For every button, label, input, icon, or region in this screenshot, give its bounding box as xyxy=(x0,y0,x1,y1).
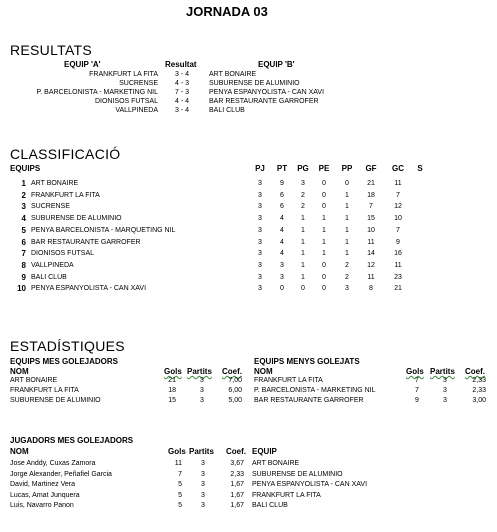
menys-team-name: P. BARCELONISTA - MARKETING NIL xyxy=(254,387,376,394)
match-team-b: BALI CLUB xyxy=(209,107,245,114)
standing-team: ART BONAIRE xyxy=(31,180,79,187)
player-partits: 3 xyxy=(201,470,205,478)
standing-value: 1 xyxy=(322,226,326,234)
standing-team: SUBURENSE DE ALUMINIO xyxy=(31,215,122,223)
jugadors-col-equip: EQUIP xyxy=(252,447,277,456)
standing-team: FRANKFURT LA FITA xyxy=(31,191,100,199)
standing-value: 1 xyxy=(301,261,305,269)
standing-value: 21 xyxy=(367,180,375,187)
standing-value: 3 xyxy=(258,226,262,234)
standing-value: 1 xyxy=(301,226,305,234)
mes-team-partits: 3 xyxy=(200,397,204,404)
player-name: Luis, Navarro Panon xyxy=(10,502,74,510)
player-coef: 3,67 xyxy=(230,460,244,467)
standing-value: 3 xyxy=(345,285,349,293)
standing-value: 2 xyxy=(345,261,349,269)
classificacio-col-pe: PE xyxy=(318,164,330,173)
standing-value: 1 xyxy=(345,226,349,234)
match-team-b: PENYA ESPANYOLISTA - CAN XAVI xyxy=(209,89,325,96)
standing-value: 1 xyxy=(345,203,349,211)
standing-value: 3 xyxy=(258,191,262,199)
mes-team-gols: 21 xyxy=(168,377,176,384)
standing-value: 3 xyxy=(258,238,262,246)
standing-value: 12 xyxy=(394,203,402,211)
standing-value: 0 xyxy=(301,285,305,293)
standing-value: 3 xyxy=(280,273,284,281)
standing-value: 3 xyxy=(280,261,284,269)
standing-value: 1 xyxy=(301,215,305,223)
resultats-col-a: EQUIP 'A' xyxy=(64,60,101,69)
menys-team-gols: 7 xyxy=(415,387,419,394)
match-result: 7 - 3 xyxy=(175,89,190,96)
standing-position: 4 xyxy=(21,214,26,224)
standing-value: 4 xyxy=(280,215,284,223)
standing-value: 21 xyxy=(394,285,402,293)
player-name: Jose Anddy, Cuxas Zamora xyxy=(10,460,96,467)
standing-value: 6 xyxy=(280,191,284,199)
mes-col-coef: Coef. xyxy=(222,367,242,376)
player-name: Lucas, Amat Junquera xyxy=(10,491,80,499)
menys-col-gols: Gols xyxy=(406,367,424,376)
standing-value: 7 xyxy=(396,191,400,199)
standing-value: 8 xyxy=(369,285,373,293)
standing-value: 10 xyxy=(367,226,375,234)
standing-value: 0 xyxy=(322,180,326,187)
classificacio-col-gf: GF xyxy=(365,164,377,173)
player-gols: 7 xyxy=(178,470,182,478)
menys-team-name: FRANKFURT LA FITA xyxy=(254,377,323,384)
mes-golejadors-heading: EQUIPS MES GOLEJADORS xyxy=(10,357,119,366)
standing-value: 0 xyxy=(322,191,326,199)
match-team-b: SUBURENSE DE ALUMINIO xyxy=(209,80,300,87)
standing-value: 7 xyxy=(369,203,373,211)
mes-team-partits: 3 xyxy=(200,377,204,384)
mes-team-partits: 3 xyxy=(200,387,204,394)
menys-team-name: BAR RESTAURANTE GARROFER xyxy=(254,397,364,404)
standing-position: 2 xyxy=(21,190,26,200)
standing-value: 16 xyxy=(394,250,402,258)
menys-team-partits: 3 xyxy=(443,397,447,404)
standing-value: 23 xyxy=(394,273,402,281)
standing-value: 1 xyxy=(322,238,326,246)
standing-position: 5 xyxy=(21,225,26,235)
standing-value: 11 xyxy=(367,238,375,246)
player-partits: 3 xyxy=(201,491,205,499)
match-team-a: DIONISOS FUTSAL xyxy=(94,98,158,105)
classificacio-col-equips: EQUIPS xyxy=(10,164,41,173)
standing-value: 4 xyxy=(280,250,284,258)
jugadors-heading: JUGADORS MES GOLEJADORS xyxy=(10,436,134,445)
player-partits: 3 xyxy=(201,481,205,489)
mes-team-coef: 6,00 xyxy=(228,387,242,394)
player-name: Jorge Alexander, Peñafiel Garcia xyxy=(10,470,112,478)
player-gols: 5 xyxy=(178,481,182,489)
standing-position: 3 xyxy=(21,202,26,212)
standing-team: PENYA ESPANYOLISTA - CAN XAVI xyxy=(31,285,147,293)
menys-team-gols: 9 xyxy=(415,397,419,404)
standing-value: 14 xyxy=(367,250,375,258)
mes-team-name: FRANKFURT LA FITA xyxy=(10,387,79,394)
player-coef: 1,67 xyxy=(230,491,244,499)
mes-col-partits: Partits xyxy=(187,367,212,376)
jugadors-col-coef: Coef. xyxy=(226,447,246,456)
standing-value: 1 xyxy=(345,215,349,223)
classificacio-col-s: S xyxy=(417,164,423,173)
standing-value: 3 xyxy=(258,285,262,293)
classificacio-col-pt: PT xyxy=(276,164,288,173)
standing-value: 1 xyxy=(345,238,349,246)
standing-value: 1 xyxy=(322,250,326,258)
standing-value: 3 xyxy=(301,180,305,187)
menys-team-gols: 7 xyxy=(415,377,419,384)
resultats-heading: RESULTATS xyxy=(10,42,93,58)
standing-team: SUCRENSE xyxy=(31,203,70,211)
standing-value: 1 xyxy=(301,250,305,258)
classificacio-col-pj: PJ xyxy=(255,164,265,173)
standing-value: 3 xyxy=(258,250,262,258)
player-coef: 1,67 xyxy=(230,481,244,489)
menys-col-partits: Partits xyxy=(430,367,455,376)
match-team-b: BAR RESTAURANTE GARROFER xyxy=(209,98,319,105)
standing-value: 3 xyxy=(258,215,262,223)
standing-value: 2 xyxy=(301,191,305,199)
standing-value: 2 xyxy=(345,273,349,281)
match-team-a: FRANKFURT LA FITA xyxy=(89,71,158,78)
standing-value: 0 xyxy=(322,273,326,281)
standing-team: PENYA BARCELONISTA - MARQUETING NIL xyxy=(31,226,176,234)
standing-value: 12 xyxy=(367,261,375,269)
standing-team: BALI CLUB xyxy=(31,273,67,281)
player-gols: 5 xyxy=(178,491,182,499)
player-coef: 2,33 xyxy=(230,470,244,478)
page-title: JORNADA 03 xyxy=(186,4,268,19)
standing-value: 3 xyxy=(258,261,262,269)
standing-value: 11 xyxy=(394,261,402,269)
standing-position: 8 xyxy=(21,260,26,270)
classificacio-col-pp: PP xyxy=(341,164,353,173)
player-equip: ART BONAIRE xyxy=(252,460,300,467)
standing-value: 0 xyxy=(322,203,326,211)
standing-value: 15 xyxy=(367,215,375,223)
player-equip: SUBURENSE DE ALUMINIO xyxy=(252,470,343,478)
standing-value: 1 xyxy=(345,250,349,258)
standing-value: 1 xyxy=(345,191,349,199)
standing-value: 1 xyxy=(301,238,305,246)
jugadors-col-partits: Partits xyxy=(189,447,214,456)
standing-value: 0 xyxy=(322,285,326,293)
standing-value: 1 xyxy=(322,215,326,223)
match-team-a: VALLPINEDA xyxy=(115,107,158,114)
menys-team-coef: 2,33 xyxy=(472,377,486,384)
estadistiques-heading: ESTADÍSTIQUES xyxy=(10,338,125,354)
standing-position: 10 xyxy=(17,284,26,294)
menys-col-coef: Coef. xyxy=(465,367,485,376)
player-equip: PENYA ESPANYOLISTA - CAN XAVI xyxy=(252,481,368,489)
player-gols: 5 xyxy=(178,502,182,510)
standing-position: 9 xyxy=(21,272,26,282)
player-gols: 11 xyxy=(174,460,182,467)
mes-team-coef: 7,00 xyxy=(228,377,242,384)
standing-value: 0 xyxy=(345,180,349,187)
player-name: David, Martinez Vera xyxy=(10,481,75,489)
standing-value: 6 xyxy=(280,203,284,211)
player-equip: BALI CLUB xyxy=(252,502,288,510)
standing-team: BAR RESTAURANTE GARROFER xyxy=(31,238,141,246)
classificacio-col-pg: PG xyxy=(297,164,309,173)
mes-team-gols: 15 xyxy=(168,397,176,404)
mes-team-coef: 5,00 xyxy=(228,397,242,404)
player-partits: 3 xyxy=(201,460,205,467)
mes-team-name: ART BONAIRE xyxy=(10,377,58,384)
match-team-b: ART BONAIRE xyxy=(209,71,257,78)
menys-team-partits: 3 xyxy=(443,387,447,394)
standing-value: 1 xyxy=(301,273,305,281)
standing-value: 3 xyxy=(258,273,262,281)
menys-golejats-heading: EQUIPS MENYS GOLEJATS xyxy=(254,357,360,366)
standing-value: 0 xyxy=(322,261,326,269)
mes-col-gols: Gols xyxy=(164,367,182,376)
jugadors-col-gols: Gols xyxy=(168,447,186,456)
standing-value: 11 xyxy=(367,273,375,281)
player-coef: 1,67 xyxy=(230,502,244,510)
standing-position: 7 xyxy=(21,249,26,259)
match-result: 4 - 4 xyxy=(175,98,190,105)
menys-team-coef: 2,33 xyxy=(472,387,486,394)
jugadors-col-nom: NOM xyxy=(10,447,29,456)
standing-position: 1 xyxy=(21,179,26,188)
standing-position: 6 xyxy=(21,237,26,247)
player-partits: 3 xyxy=(201,502,205,510)
player-equip: FRANKFURT LA FITA xyxy=(252,491,321,499)
standing-value: 0 xyxy=(280,285,284,293)
match-team-a: SUCRENSE xyxy=(119,80,158,87)
standing-value: 3 xyxy=(258,180,262,187)
resultats-col-b: EQUIP 'B' xyxy=(258,60,295,69)
classificacio-col-gc: GC xyxy=(392,164,404,173)
standing-value: 18 xyxy=(367,191,375,199)
standing-value: 3 xyxy=(258,203,262,211)
standing-value: 11 xyxy=(394,180,402,187)
classificacio-heading: CLASSIFICACIÓ xyxy=(10,146,121,162)
mes-team-name: SUBURENSE DE ALUMINIO xyxy=(10,397,101,404)
standing-value: 9 xyxy=(280,180,284,187)
mes-col-nom: NOM xyxy=(10,367,29,376)
standing-value: 7 xyxy=(396,226,400,234)
menys-col-nom: NOM xyxy=(254,367,273,376)
resultats-col-res: Resultat xyxy=(165,60,197,69)
standing-value: 9 xyxy=(396,238,400,246)
standing-team: DIONISOS FUTSAL xyxy=(31,250,95,258)
menys-team-coef: 3,00 xyxy=(472,397,486,404)
match-result: 3 - 4 xyxy=(175,107,190,114)
mes-team-gols: 18 xyxy=(168,387,176,394)
standing-team: VALLPINEDA xyxy=(31,261,74,269)
standing-value: 10 xyxy=(394,215,402,223)
standing-value: 4 xyxy=(280,238,284,246)
standing-value: 4 xyxy=(280,226,284,234)
standing-value: 2 xyxy=(301,203,305,211)
match-team-a: P. BARCELONISTA - MARKETING NIL xyxy=(36,89,158,96)
menys-team-partits: 3 xyxy=(443,377,447,384)
match-result: 4 - 3 xyxy=(175,80,190,87)
match-result: 3 - 4 xyxy=(175,71,190,78)
